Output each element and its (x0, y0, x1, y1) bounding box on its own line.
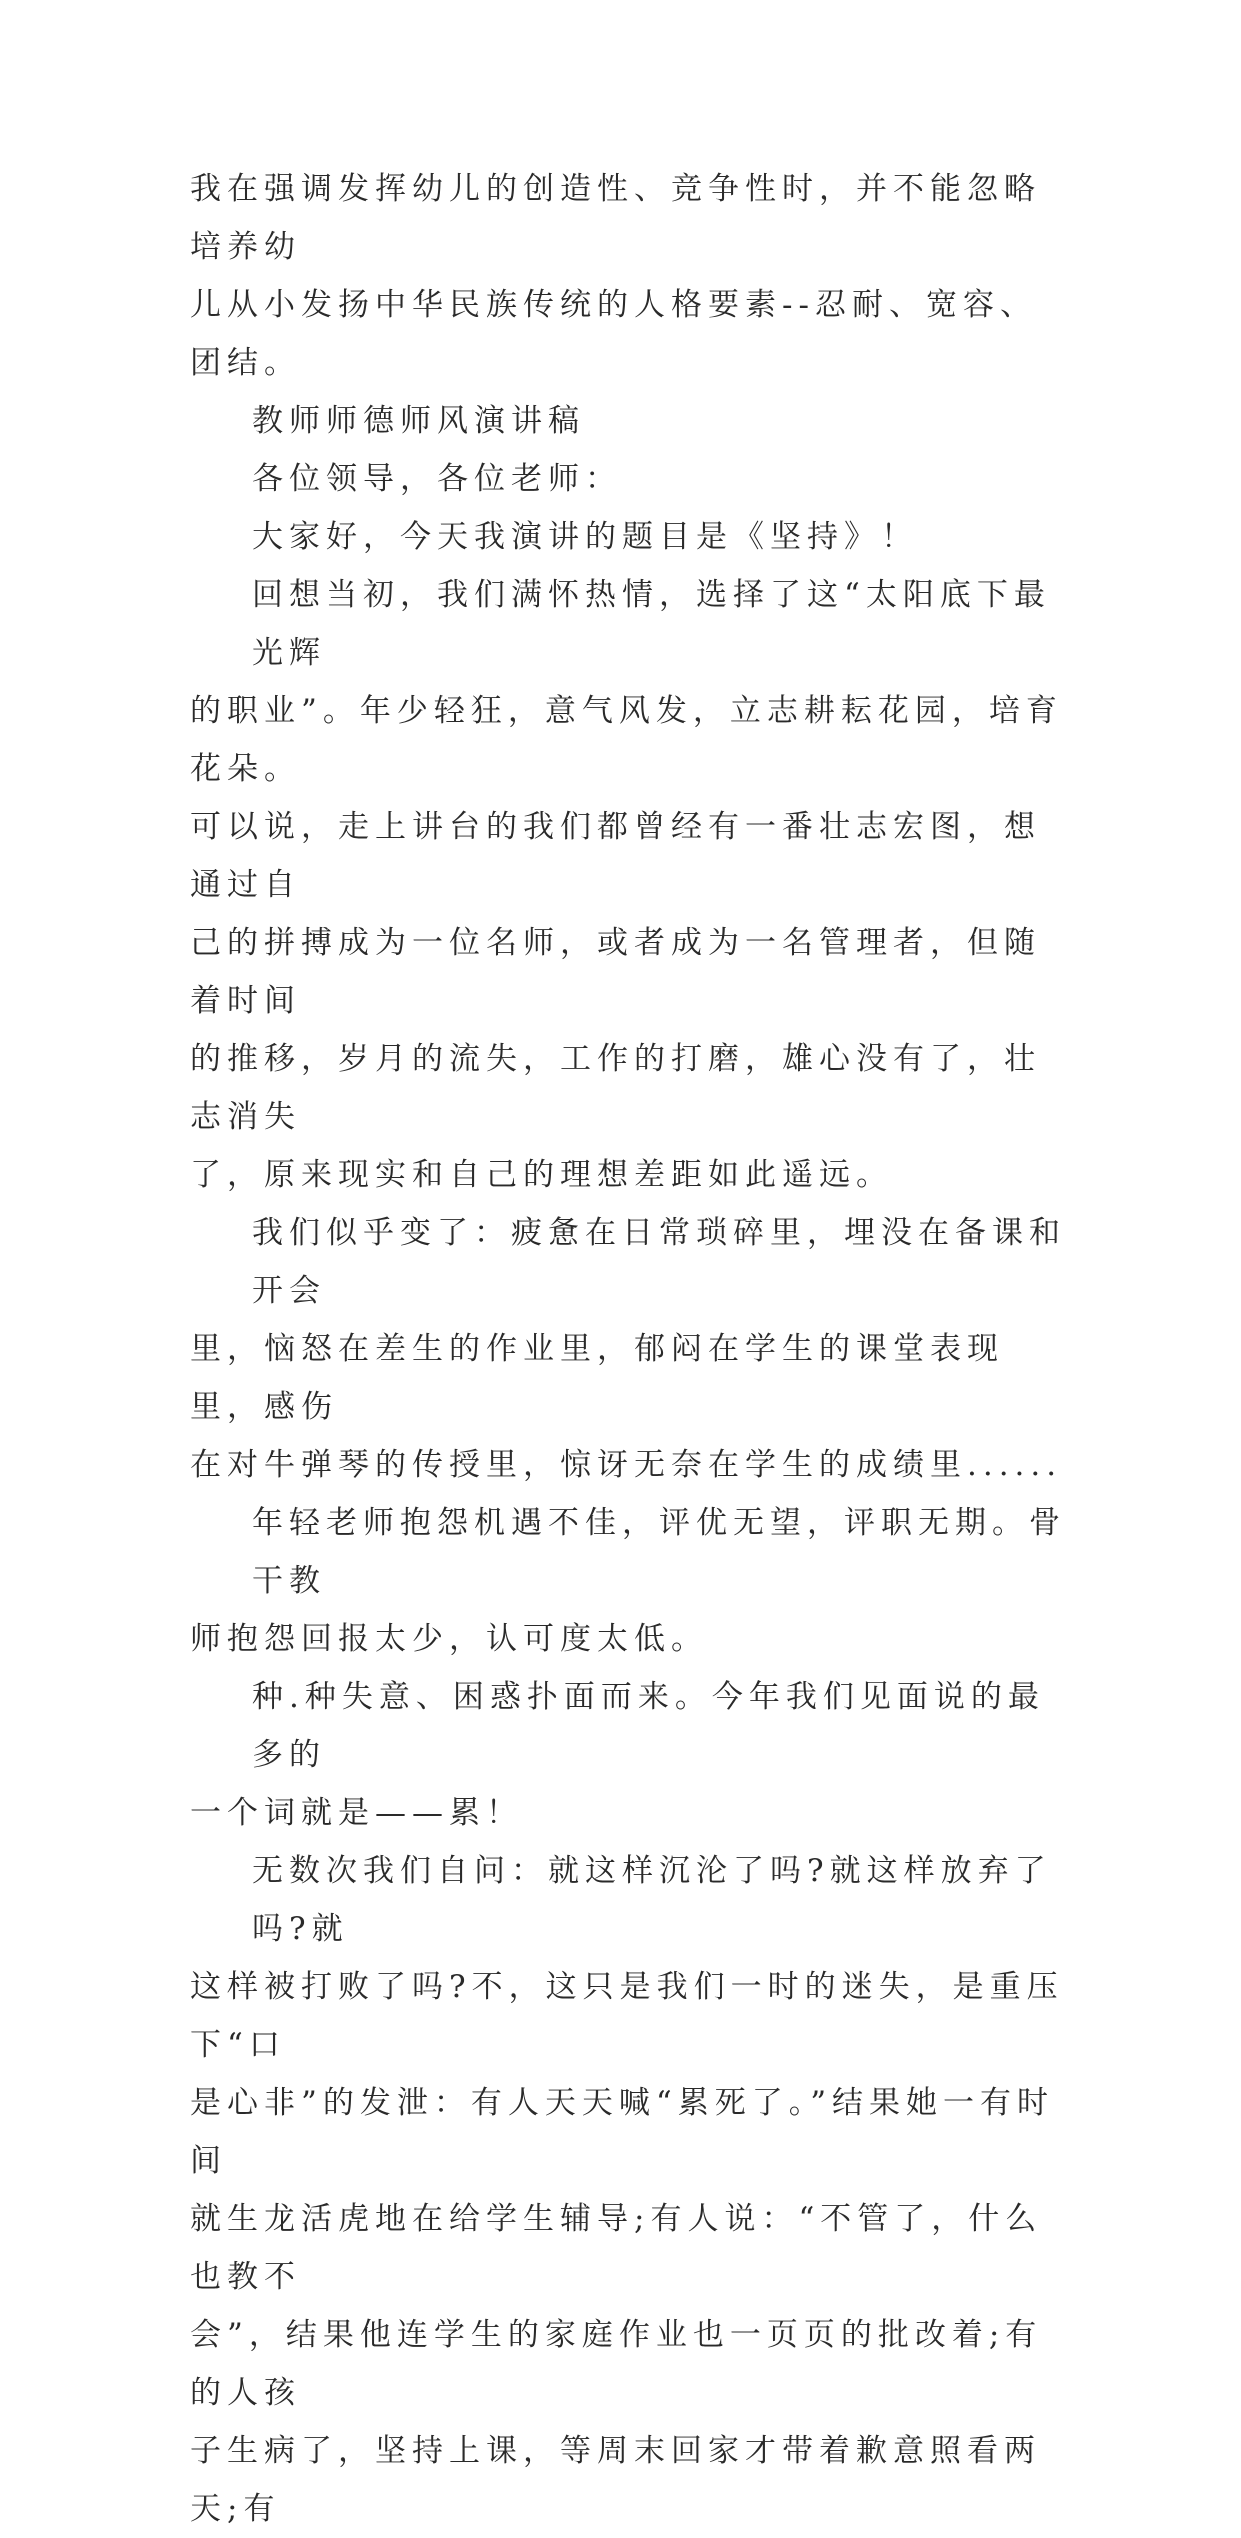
speech-topic-line: 大家好，今天我演讲的题目是《坚持》！ (252, 519, 918, 555)
paragraph-9: 年轻老师抱怨机遇不佳，评优无望，评职无期。骨干教 (252, 1505, 1066, 1599)
paragraph-5: 回想当初，我们满怀热情，选择了这“太阳底下最光辉 (252, 577, 1051, 671)
paragraph-12: 一个词就是——累！ (190, 1795, 523, 1831)
speech-title: 教师师德师风演讲稿 (252, 403, 585, 439)
paragraph-13: 无数次我们自问：就这样沉沦了吗?就这样放弃了吗?就 (252, 1853, 1052, 1947)
paragraph-8: 里，恼怒在差生的作业里，郁闷在学生的课堂表现里，感伤 在对牛弹琴的传授里，惊讶无奈在学生的成绩里...... (190, 1331, 1063, 1483)
paragraph-1: 我在强调发挥幼儿的创造性、竞争性时，并不能忽略培养幼 儿从小发扬中华民族传统的人格要素--忍耐、宽容、团结。 (190, 171, 1041, 381)
paragraph-7: 我们似乎变了：疲惫在日常琐碎里，埋没在备课和开会 (252, 1215, 1066, 1309)
paragraph-6: 的职业”。年少轻狂，意气风发，立志耕耘花园，培育花朵。 可以说，走上讲台的我们都曾经有一番壮志宏图，想通过自 己的拼搏成为一位名师，或者成为一名管理者，但随着时间 的推移，岁月的流失，工作的打磨，雄心没有了，壮志消失 了，原来现实和自己的理想差距如此遥远。 (190, 693, 1063, 1193)
paragraph-14: 这样被打败了吗?不，这只是我们一时的迷失，是重压下“口 是心非”的发泄：有人天天喊“累死了。”结果她一有时间 就生龙活虎地在给学生辅导;有人说：“不管了，什么也教不 会”，结果他连学生的家庭作业也一页页的批改着;有的人孩 子生病了，坚持上课，等周末回家才带着歉意照看两天;有 (190, 1969, 1064, 2527)
salutation: 各位领导，各位老师： (252, 461, 622, 497)
paragraph-10: 师抱怨回报太少，认可度太低。 (190, 1621, 708, 1657)
paragraph-11: 种.种失意、困惑扑面而来。今年我们见面说的最多的 (252, 1679, 1045, 1773)
document-body (190, 160, 1070, 2538)
